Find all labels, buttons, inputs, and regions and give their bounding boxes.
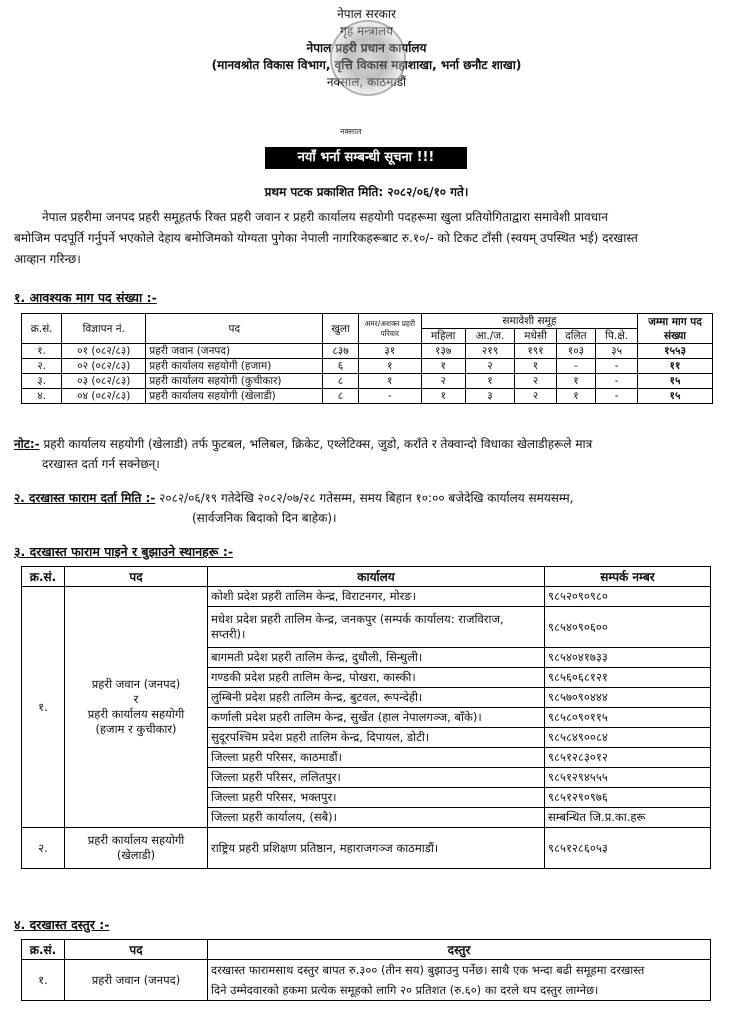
application-dates (14, 488, 724, 528)
table-row: मधेश प्रदेश प्रहरी तालिम केन्द्र, जनकपुर (सम्पर्क कार्यालय: राजविराज, सप्तरी)। ९८५४०९०६०० (22, 607, 711, 648)
published-date: प्रथम पटक प्रकाशित मिति: २०८२/०६/१० गते। (264, 185, 469, 199)
table-row: ३. ०३ (०८२/८३) प्रहरी कार्यालय सहयोगी (कुचीकार) ८ १ २ १ २ १ - १५ (22, 374, 713, 389)
col-fee: दस्तुर (208, 940, 711, 960)
table-row: जिल्ला प्रहरी कार्यालय, (सबै)। सम्बन्धित जि.प्र.का.हरू (22, 808, 711, 828)
col-post: पद (146, 314, 323, 344)
intro-line: नेपाल प्रहरीमा जनपद प्रहरी समूहतर्फ रिक्त प्रहरी जवान र प्रहरी कार्यालय सहयोगी पदहरूमा खुला प्रतियोगिताद्वारा समावेशी प्रावधान (42, 210, 608, 224)
intro-paragraph (14, 207, 722, 270)
govt-name: नेपाल सरकार (337, 7, 396, 21)
table-row: गण्डकी प्रदेश प्रहरी तालिम केन्द्र, पोखरा, कास्की। ९८५६०६८१२१ (22, 668, 711, 688)
table-row: ४. ०४ (०८२/८३) प्रहरी कार्यालय सहयोगी (खेलाडी) ८ - १ ३ २ १ - १५ (22, 389, 713, 404)
col-adno: विज्ञापन नं. (62, 314, 146, 344)
offices-table (21, 566, 711, 869)
note (14, 434, 724, 474)
col-dalit: दलित (556, 329, 596, 344)
date-range: २०८२/०६/१९ गतेदेखि २०८२/०७/२८ गतेसम्म, समय बिहान १०:०० बजेदेखि कार्यालय समयसम्म, (159, 491, 574, 505)
office-location: नक्साल, काठमाडौं (326, 75, 407, 89)
col-sn: क्र.सं. (22, 314, 62, 344)
table-row: १. प्रहरी जवान (जनपद) र प्रहरी कार्यालय सहयोगी (हजाम र कुचीकार) कोशी प्रदेश प्रहरी तालिम केन्द्र, विराटनगर, मोरङ। ९८५२०९०९८० (22, 587, 711, 607)
seal-caption: नक्साल (340, 127, 362, 136)
table-row: २. प्रहरी कार्यालय सहयोगी (खेलाडी) राष्ट्रिय प्रहरी प्रशिक्षण प्रतिष्ठान, महाराजगञ्ज काठमाडौं। ९८५१२८६०५३ (22, 828, 711, 869)
col-contact: सम्पर्क नम्बर (545, 567, 711, 587)
intro-line: बमोजिम पदपूर्ति गर्नुपर्ने भएकोले देहाय बमोजिमको योग्यता पुगेका नेपाली नागरिकहरूबाट रु.१०/- को टिकट टाँसी (स्वयम् उपस्थित भई) दरखास्त (14, 231, 638, 245)
col-madhesi: मधेसी (515, 329, 556, 344)
group1-post: प्रहरी जवान (जनपद) र प्रहरी कार्यालय सहयोगी (हजाम र कुचीकार) (65, 587, 208, 828)
col-inclusive: समावेशी समूह (421, 314, 637, 329)
table-row: सुदूरपश्चिम प्रदेश प्रहरी तालिम केन्द्र, दिपायल, डोटी। ९८५८४९००८४ (22, 728, 711, 748)
col-post: पद (65, 940, 208, 960)
col-adibasi: आ./ज. (465, 329, 515, 344)
note-text: प्रहरी कार्यालय सहयोगी (खेलाडी) तर्फ फुटबल, भलिबल, क्रिकेट, एथ्लेटिक्स, जुडो, कराँते र तेक्वान्दो विधाका खेलाडीहरूले मात्र (43, 437, 593, 451)
section3-heading: ३. दरखास्त फाराम पाइने र बुझाउने स्थानहरू :- (14, 544, 234, 559)
department-name: (मानवश्रोत विकास विभाग, वृत्ति विकास महाशाखा, भर्ना छनौट शाखा) (211, 58, 522, 72)
fee-table (21, 939, 711, 1001)
col-sn: क्र.सं. (22, 567, 65, 587)
office-name: नेपाल प्रहरी प्रधान कार्यालय (306, 41, 427, 55)
table-row: जिल्ला प्रहरी परिसर, ललितपुर। ९८५१२९४५५५ (22, 768, 711, 788)
group2-post: प्रहरी कार्यालय सहयोगी (खेलाडी) (65, 828, 208, 869)
table-row: १. ०१ (०८२/८३) प्रहरी जवान (जनपद) ८३७ ३१ १३७ २१९ १९१ १०३ ३५ १५५३ (22, 344, 713, 359)
table-row: जिल्ला प्रहरी परिसर, काठमाडौं। ९८५१२८३०१२ (22, 748, 711, 768)
col-martyr: अमर/अशक्त प्रहरी परिवार (358, 314, 421, 344)
section4-heading: ४. दरखास्त दस्तुर :- (14, 917, 110, 932)
date-exception: (सार्वजनिक बिदाको दिन बाहेक)। (192, 511, 337, 525)
table-row: २. ०२ (०८२/८३) प्रहरी कार्यालय सहयोगी (हजाम) ६ १ १ २ १ - - ११ (22, 359, 713, 374)
table-row: कर्णाली प्रदेश प्रहरी तालिम केन्द्र, सुर्खेत (हाल नेपालगञ्ज, बाँके)। ९८५८०९०११५ (22, 708, 711, 728)
col-open: खुला (323, 314, 358, 344)
col-women: महिला (421, 329, 465, 344)
intro-line: आव्हान गरिन्छ। (14, 252, 81, 266)
table-row: जिल्ला प्रहरी परिसर, भक्तपुर। ९८५१२९०९७६ (22, 788, 711, 808)
note-text: दरखास्त दर्ता गर्न सक्नेछन्। (42, 457, 160, 471)
table-row: १. प्रहरी जवान (जनपद) दरखास्त फारामसाथ दस्तुर बापत रु.३०० (तीन सय) बुझाउनु पर्नेछ। साथै एक भन्दा बढी समूहमा दरखास्त दिने उम्मेदवारको हकमा प्रत्येक समूहको लागि २० प्रतिशत (रु.६०) का दरले थप दस्तुर लाग्नेछ। (22, 960, 711, 1001)
table-row: बागमती प्रदेश प्रहरी तालिम केन्द्र, दुधौली, सिन्धुली। ९८५४०४१७३३ (22, 648, 711, 668)
notice-title: नयाँ भर्ना सम्बन्धी सूचना !!! (265, 147, 467, 169)
fee-text: दरखास्त फारामसाथ दस्तुर बापत रु.३०० (तीन सय) बुझाउनु पर्नेछ। साथै एक भन्दा बढी समूहमा दरखास्त दिने उम्मेदवारको हकमा प्रत्येक समूहको लागि २० प्रतिशत (रु.६०) का दरले थप दस्तुर लाग्नेछ। (208, 960, 711, 1001)
col-post: पद (65, 567, 208, 587)
col-office: कार्यालय (208, 567, 545, 587)
demand-table (21, 313, 713, 404)
col-backward: पि.क्षे. (596, 329, 638, 344)
col-total: जम्मा माग पद संख्या (638, 314, 713, 344)
ministry-name: गृह मन्त्रालय (340, 24, 393, 38)
col-sn: क्र.सं. (22, 940, 65, 960)
official-seal-icon (330, 20, 406, 96)
section2-heading: २. दरखास्त फाराम दर्ता मिति :- (14, 491, 156, 505)
section1-heading: १. आवश्यक माग पद संख्या :- (14, 290, 157, 305)
note-label: नोट:- (14, 437, 40, 451)
table-row: लुम्बिनी प्रदेश प्रहरी तालिम केन्द्र, बुटवल, रूपन्देही। ९८५७०९०४४४ (22, 688, 711, 708)
